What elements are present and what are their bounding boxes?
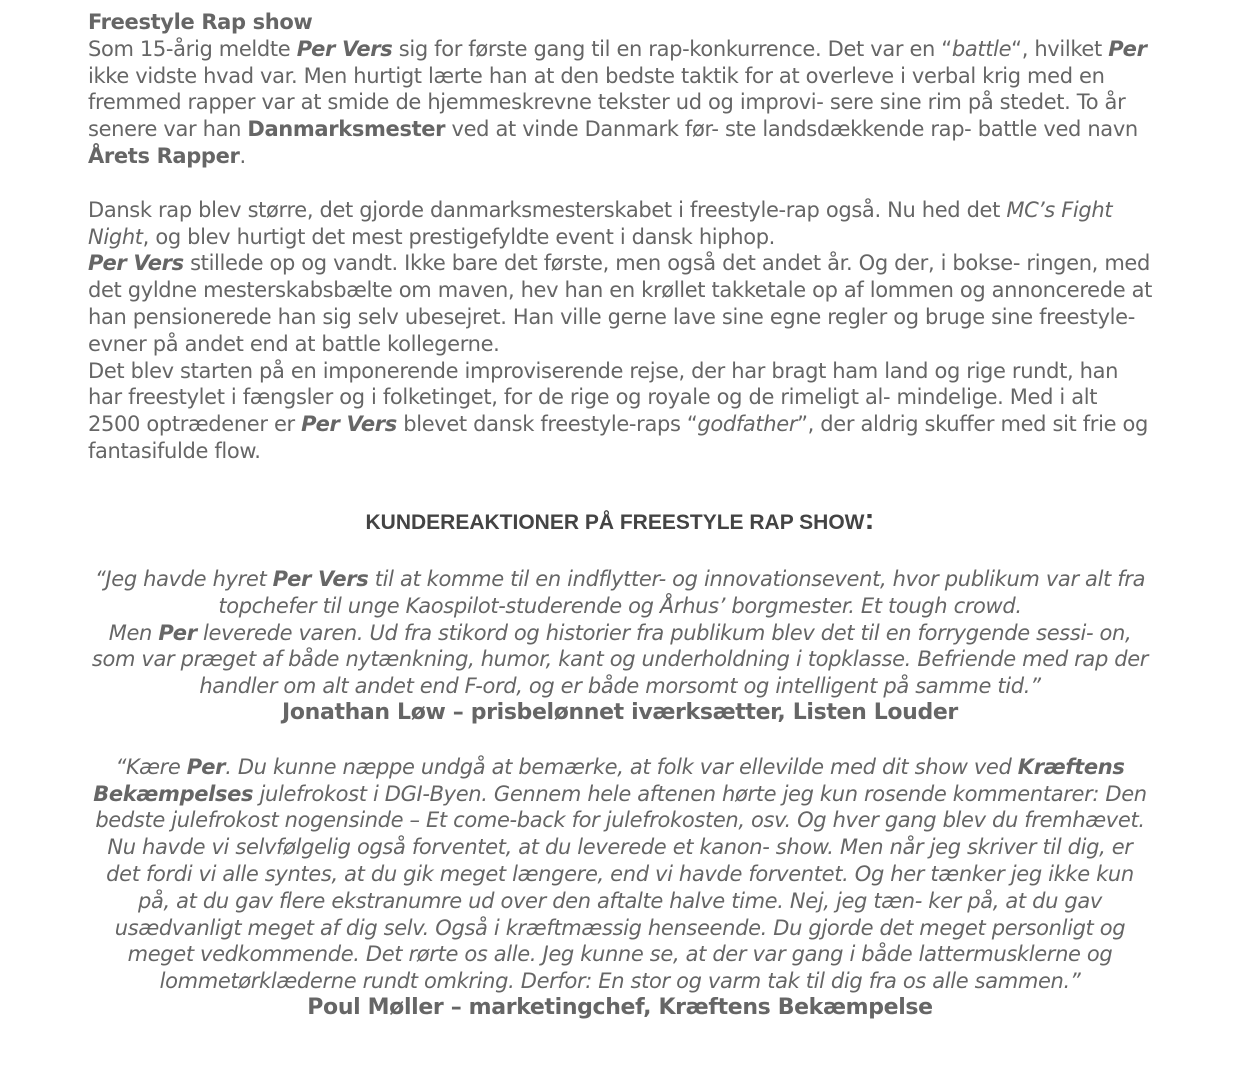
testimonial-author-2: Poul Møller – marketingchef, Kræftens Bekæmpelse	[307, 994, 933, 1020]
text-run: Det blev starten på en imponerende improviserende rejse, der har bragt ham land og rige rundt, han har freestylet i fængsler og i folketinget, for de rige og royale og de rimeligt al- mindelige. Med i alt 2500 optrædener er	[88, 358, 1119, 437]
text-run: . Du kunne næppe undgå at bemærke, at folk var ellevilde med dit show ved	[225, 754, 1018, 779]
intro-paragraph-1	[88, 36, 1152, 170]
section-heading: Freestyle Rap show	[88, 10, 313, 34]
text-run: til at komme til en indflytter- og innovationsevent, hvor publikum var alt fra topchefer til unge Kaospilot-studerende og Århus’ borgmester. Et tough crowd.	[218, 567, 1146, 618]
text-run: blevet dansk freestyle-raps “	[396, 412, 698, 437]
artist-name: Per Vers	[296, 36, 393, 61]
intro-paragraph-2	[88, 197, 1152, 251]
text-run: leverede varen. Ud fra stikord og historier fra publikum blev det til en forrygende sessi- on, som var præget af både nytænkning, humor, kant og underholdning i topklasse. Befriende med rap der handler om alt andet end F-ord, og er både morsomt og intelligent på samme tid.”	[91, 620, 1149, 699]
reactions-heading-text: KUNDEREAKTIONER PÅ FREESTYLE RAP SHOW	[365, 511, 865, 534]
text-run: “Kære	[115, 754, 187, 779]
event-name: MC’s Fight Night	[88, 197, 1113, 249]
text-run: “, hvilket	[1011, 36, 1109, 61]
testimonial-quote-1	[88, 566, 1152, 700]
paragraph-spacer	[88, 170, 1152, 197]
text-run: julefrokost i DGI-Byen. Gennem hele aftenen hørte jeg kun rosende kommentarer: Den bedste julefrokost nogensinde – Et come-back for julefrokosten, osv. Og hver gang blev du fremhævet. Nu havde vi selvfølgelig også forventet, at du leverede et kanon- show. Men når jeg skriver til dig, er det fordi vi alle syntes, at du gik meget længere, end vi havde forventet. Og her tænker jeg ikke kun på, at du gav flere ekstranumre ud over den aftalte halve time. Nej, jeg tæn- ker på, at du gav usædvanligt meget af dig selv. Også i kræftmæssig henseende. Du gjorde det meget personligt og meget vedkommende. Det rørte os alle. Jeg kunne se, at der var gang i både lattermusklerne og lommetørklæderne rundt omkring. Derfor: En stor og varm tak til dig fra os alle sammen.”	[95, 781, 1147, 994]
organization-name: Kræftens Bekæmpelses	[93, 754, 1125, 806]
text-run: Som 15-årig meldte	[88, 36, 297, 61]
paragraph-spacer	[88, 727, 1152, 754]
intro-section	[88, 9, 1152, 465]
text-run: Men	[108, 620, 159, 645]
text-run: stillede op og vandt. Ikke bare det første, men også det andet år. Og der, i bokse- ringen, med det gyldne mesterskabsbælte om maven, hev han en krøllet takketale op af lommen og annoncerede at han pensionerede han sig selv ubesejret. Han ville gerne lave sine egne regler og bruge sine freestyle-evner på andet end at battle kollegerne.	[88, 251, 1152, 356]
reactions-heading	[88, 500, 1152, 543]
artist-first-name: Per	[158, 620, 197, 645]
artist-name: Per Vers	[301, 412, 397, 437]
competition-name: Årets Rapper	[88, 143, 240, 168]
testimonial-quote-2	[88, 754, 1152, 995]
artist-first-name: Per	[186, 754, 226, 779]
text-run: “Jeg havde hyret	[94, 567, 273, 591]
testimonials	[88, 566, 1152, 1022]
intro-paragraph-4	[88, 358, 1152, 465]
artist-name: Per Vers	[88, 251, 184, 276]
intro-paragraph-3	[88, 250, 1152, 357]
title-danmarksmester: Danmarksmester	[247, 117, 446, 142]
text-run: ”, der aldrig skuffer med sit frie og fantasifulde flow.	[88, 412, 1148, 463]
text-run: Dansk rap blev større, det gjorde danmarksmesterskabet i freestyle-rap også. Nu hed det	[88, 197, 1007, 222]
text-run: .	[239, 143, 246, 168]
artist-first-name: Per	[1108, 36, 1147, 61]
artist-name: Per Vers	[272, 567, 369, 591]
godfather-term: godfather	[697, 412, 798, 437]
text-run: ved at vinde Danmark før- ste landsdækkende rap- battle ved navn	[445, 117, 1138, 142]
battle-term: battle	[951, 36, 1012, 61]
reactions-heading-colon: :	[864, 503, 875, 536]
text-run: sig for første gang til en rap-konkurrence. Det var en “	[392, 36, 952, 61]
testimonial-author-1: Jonathan Løw – prisbelønnet iværksætter, Listen Louder	[282, 699, 958, 725]
text-run: , og blev hurtigt det mest prestigefyldte event i dansk hiphop.	[142, 224, 776, 249]
text-run: ikke vidste hvad var. Men hurtigt lærte han at den bedste taktik for at overleve i verbal krig med en fremmed rapper var at smide de hjemmeskrevne tekster ud og improvi- sere sine rim på stedet. To år senere var han	[88, 63, 1126, 142]
